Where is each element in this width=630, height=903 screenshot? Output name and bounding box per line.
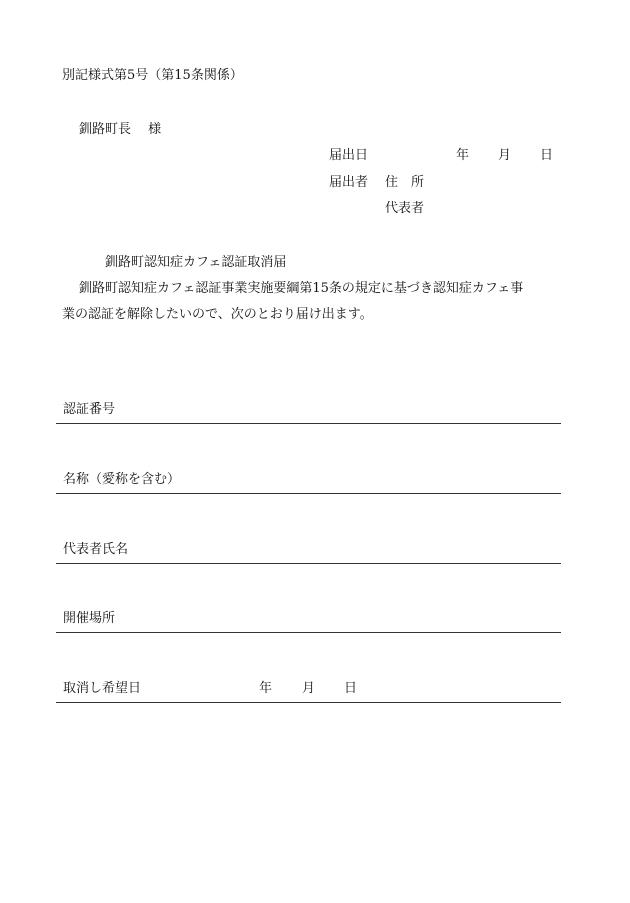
venue-line: [56, 632, 561, 633]
cert-number-label: 認証番号: [63, 402, 116, 417]
address-label: 住 所: [385, 175, 425, 190]
date-label: 届出日: [329, 148, 369, 163]
document-title: 釧路町認知症カフェ認証取消届: [105, 255, 287, 270]
body-text-line-2: 業の認証を解除したいので、次のとおり届け出ます。: [62, 307, 373, 322]
name-line: [56, 493, 561, 494]
name-label: 名称（愛称を含む）: [63, 472, 181, 487]
cancel-year-label: 年: [259, 681, 273, 696]
representative-label: 代表者: [385, 201, 425, 216]
rep-name-label: 代表者氏名: [63, 542, 129, 557]
year-label: 年: [456, 148, 470, 163]
day-label: 日: [540, 148, 554, 163]
cancel-date-label: 取消し希望日: [63, 681, 142, 696]
form-number: 別記様式第5号（第15条関係）: [62, 68, 243, 83]
body-text-line-1: 釧路町認知症カフェ認証事業実施要綱第15条の規定に基づき認知症カフェ事: [79, 281, 524, 296]
submitter-label: 届出者: [329, 175, 369, 190]
month-label: 月: [498, 148, 512, 163]
rep-name-line: [56, 563, 561, 564]
cert-number-line: [56, 423, 561, 424]
cancel-date-line: [56, 702, 561, 703]
addressee: 釧路町長 様: [79, 122, 162, 137]
cancel-month-label: 月: [302, 681, 316, 696]
venue-label: 開催場所: [63, 611, 116, 626]
cancel-day-label: 日: [344, 681, 358, 696]
